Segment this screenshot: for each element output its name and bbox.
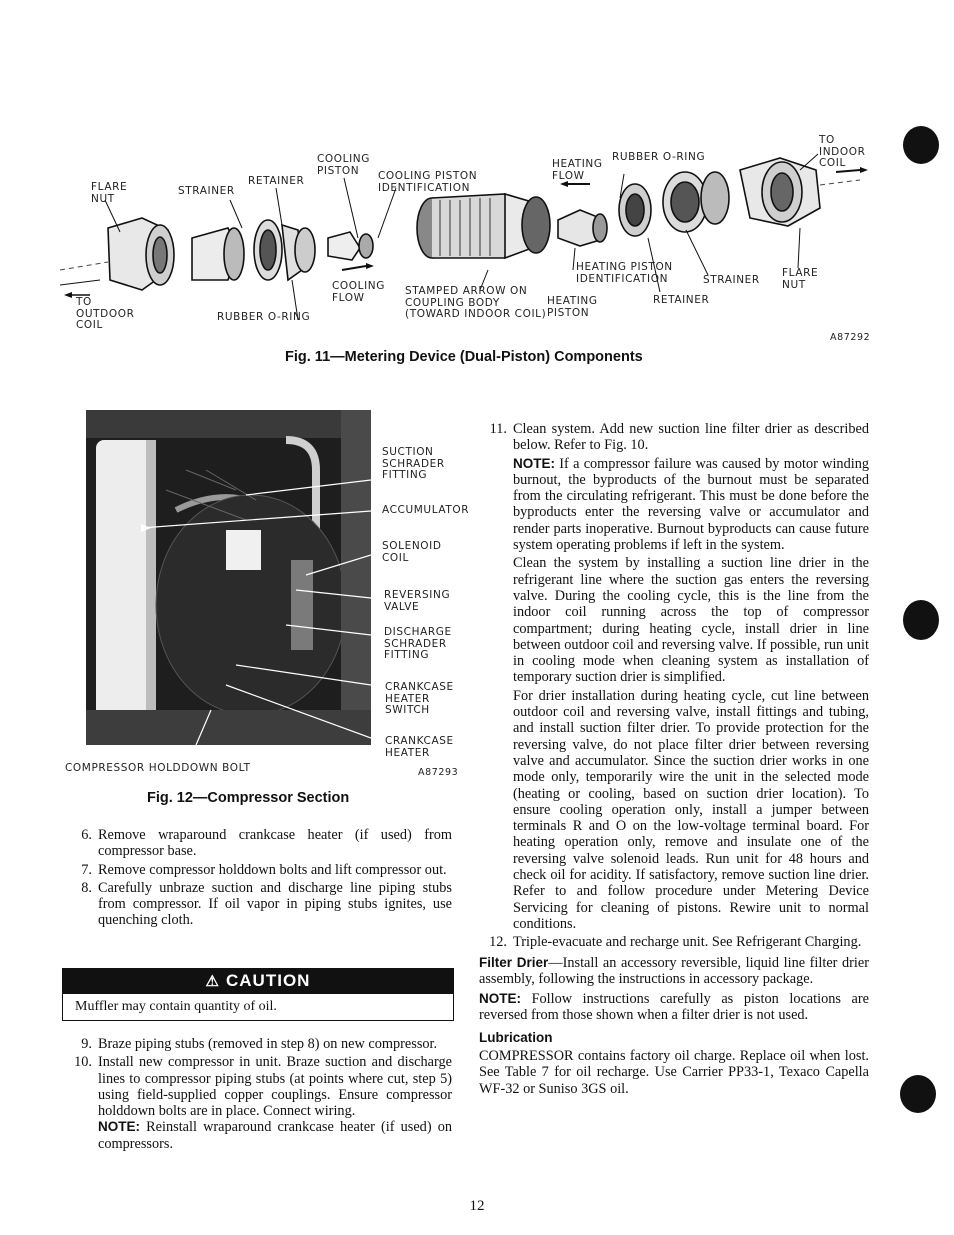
fig12-code: A87293 (418, 767, 459, 778)
step-text: Remove compressor holddown bolts and lift compressor out. (98, 861, 447, 878)
label-heating-piston: HEATING PISTON (547, 295, 598, 319)
filter-drier-paragraph (479, 955, 869, 988)
fig11-caption: Fig. 11—Metering Device (Dual-Piston) Components (285, 349, 643, 365)
lubrication-text: COMPRESSOR contains factory oil charge. Replace oil when lost. See Table 7 for oil recharge. Use Carrier PP33-1, Texaco Capella WF-32 or Suniso 3GS oil. (479, 1047, 869, 1097)
label-solenoid-coil: SOLENOID COIL (382, 540, 442, 564)
lubrication-heading: Lubrication (479, 1029, 553, 1045)
step-text: Carefully unbraze suction and discharge line piping stubs from compressor. If oil vapor in piping stubs ignites, use quenching cloth. (98, 879, 452, 929)
warning-triangle-icon: ⚠ (205, 973, 220, 990)
step-number: 7. (81, 861, 92, 878)
right-column (479, 421, 869, 1099)
note-label: NOTE: (513, 455, 555, 471)
fig12-caption: Fig. 12—Compressor Section (147, 790, 350, 806)
caution-header (62, 968, 454, 994)
page-number: 12 (469, 1198, 485, 1214)
step-item (62, 880, 452, 929)
label-suction-schrader: SUCTION SCHRADER FITTING (382, 446, 445, 481)
step-number: 9. (81, 1036, 92, 1052)
caution-text: Muffler may contain quantity of oil. (62, 994, 454, 1021)
step-item (62, 1054, 452, 1119)
step-item (62, 1036, 452, 1052)
left-steps-9-10 (62, 1036, 452, 1152)
label-cooling-flow: COOLING FLOW (332, 280, 385, 304)
step-text: Braze piping stubs (removed in step 8) on new compressor. (98, 1036, 438, 1052)
margin-dot (903, 600, 939, 640)
label-reversing-valve: REVERSING VALVE (384, 589, 451, 613)
margin-dot (903, 126, 939, 164)
paragraph-heating-cycle (479, 688, 869, 932)
step-number: 6. (81, 827, 92, 843)
step-text: Remove wraparound crankcase heater (if used) from compressor base. (98, 827, 452, 860)
label-crankcase-heater-switch: CRANKCASE HEATER SWITCH (385, 681, 454, 716)
left-steps-6-8 (62, 827, 452, 929)
label-cooling-piston-identification: COOLING PISTON IDENTIFICATION (378, 170, 478, 194)
note-piston-locations (479, 991, 869, 1024)
label-cooling-piston: COOLING PISTON (317, 153, 370, 177)
label-rubber-oring-left: RUBBER O-RING (217, 311, 311, 323)
step-item (62, 827, 452, 860)
step-12 (479, 934, 869, 950)
note-text: Follow instructions carefully as piston locations are reversed from those shown when a filter drier is not used. (479, 991, 869, 1024)
paragraph-text: Clean the system by installing a suction line drier in the refrigerant line where the suction gas enters the reversing valve. During the cooling cycle, this is the line from the indoor coil running across the top of compressor compartment; during heating cycle, install drier in line between outdoor coil and reversing valve. If possible, run unit in cooling mode when cleaning system as installation of temporary suction drier is simplified. (513, 555, 869, 686)
label-rubber-oring-right: RUBBER O-RING (612, 151, 706, 163)
step-11 (479, 421, 869, 454)
label-retainer-left: RETAINER (248, 175, 305, 187)
step-number: 8. (81, 879, 92, 896)
step-text: Install new compressor in unit. Braze suction and discharge lines to compressor piping stubs (at points where cut, step 5) using field-supplied copper couplings. Ensure compressor holddown bolts are in place. Connect wiring. (98, 1054, 452, 1120)
step-item (62, 862, 452, 878)
note-text: Reinstall wraparound crankcase heater (if used) on compressors. (98, 1119, 452, 1152)
filter-drier-text: —Install an accessory reversible, liquid line filter drier assembly, following the instructions in accessory package. (479, 954, 870, 987)
label-to-outdoor-coil: TO OUTDOOR COIL (76, 296, 135, 331)
label-compressor-holddown-bolt: COMPRESSOR HOLDDOWN BOLT (65, 762, 251, 774)
label-heating-flow: HEATING FLOW (552, 158, 603, 182)
paragraph-clean-system (479, 555, 869, 685)
fig11-code: A87292 (830, 332, 871, 343)
label-retainer-right: RETAINER (653, 294, 710, 306)
step-text: Triple-evacuate and recharge unit. See Refrigerant Charging. (513, 934, 862, 951)
note-label: NOTE: (98, 1119, 140, 1135)
label-to-indoor-coil: TO INDOOR COIL (819, 134, 866, 169)
margin-dot (900, 1075, 936, 1113)
note-reinstall (62, 1119, 452, 1152)
step-number: 11. (489, 421, 507, 437)
paragraph-text: For drier installation during heating cycle, cut line between outdoor coil and reversing valve, install fittings and tubing, and install suction filter drier. To provide protection for the reversing valve, do not place filter drier between reversing valve and accumulator. Since the suction drier works in one mode only, temporarily wire the unit in the selected mode (heating or cooling, based on suction drier location). To ensure cooling operation only, install a jumper between terminals R and O on the low-voltage terminal board. For heating operation only, remove and insulate one of the reversing valve solenoid leads. Run unit for 48 hours and check oil for acidity. If satisfactory, remove suction line drier. Refer to and follow procedure under Metering Device Servicing for cleaning of pistons. Rewire unit to normal conditions. (513, 687, 869, 932)
label-strainer-left: STRAINER (178, 185, 235, 197)
note-text: If a compressor failure was caused by motor winding burnout, the byproducts of the burnout must be separated from the circulating refrigerant. This must be done before the byproducts enter the reversing valve or accumulator and render parts inoperative. Burnout byproducts can cause future system operating problems if left in the system. (513, 455, 869, 554)
label-stamped-arrow: STAMPED ARROW ON COUPLING BODY (TOWARD INDOOR COIL) (405, 285, 547, 320)
filter-drier-label: Filter Drier (479, 954, 549, 970)
label-discharge-schrader: DISCHARGE SCHRADER FITTING (384, 626, 452, 661)
label-flare-nut-left: FLARE NUT (91, 181, 128, 205)
note-burnout (479, 456, 869, 554)
label-accumulator: ACCUMULATOR (382, 504, 470, 516)
label-heating-piston-identification: HEATING PISTON IDENTIFICATION (576, 261, 673, 285)
note-label: NOTE: (479, 991, 521, 1007)
label-strainer-right: STRAINER (703, 274, 760, 286)
label-crankcase-heater: CRANKCASE HEATER (385, 735, 454, 759)
label-flare-nut-right: FLARE NUT (782, 267, 819, 291)
compressor-section-photo (86, 410, 371, 745)
step-text: Clean system. Add new suction line filter drier as described below. Refer to Fig. 10. (513, 421, 869, 454)
caution-title: CAUTION (226, 971, 311, 990)
step-number: 12. (489, 934, 507, 951)
step-number: 10. (74, 1054, 92, 1071)
